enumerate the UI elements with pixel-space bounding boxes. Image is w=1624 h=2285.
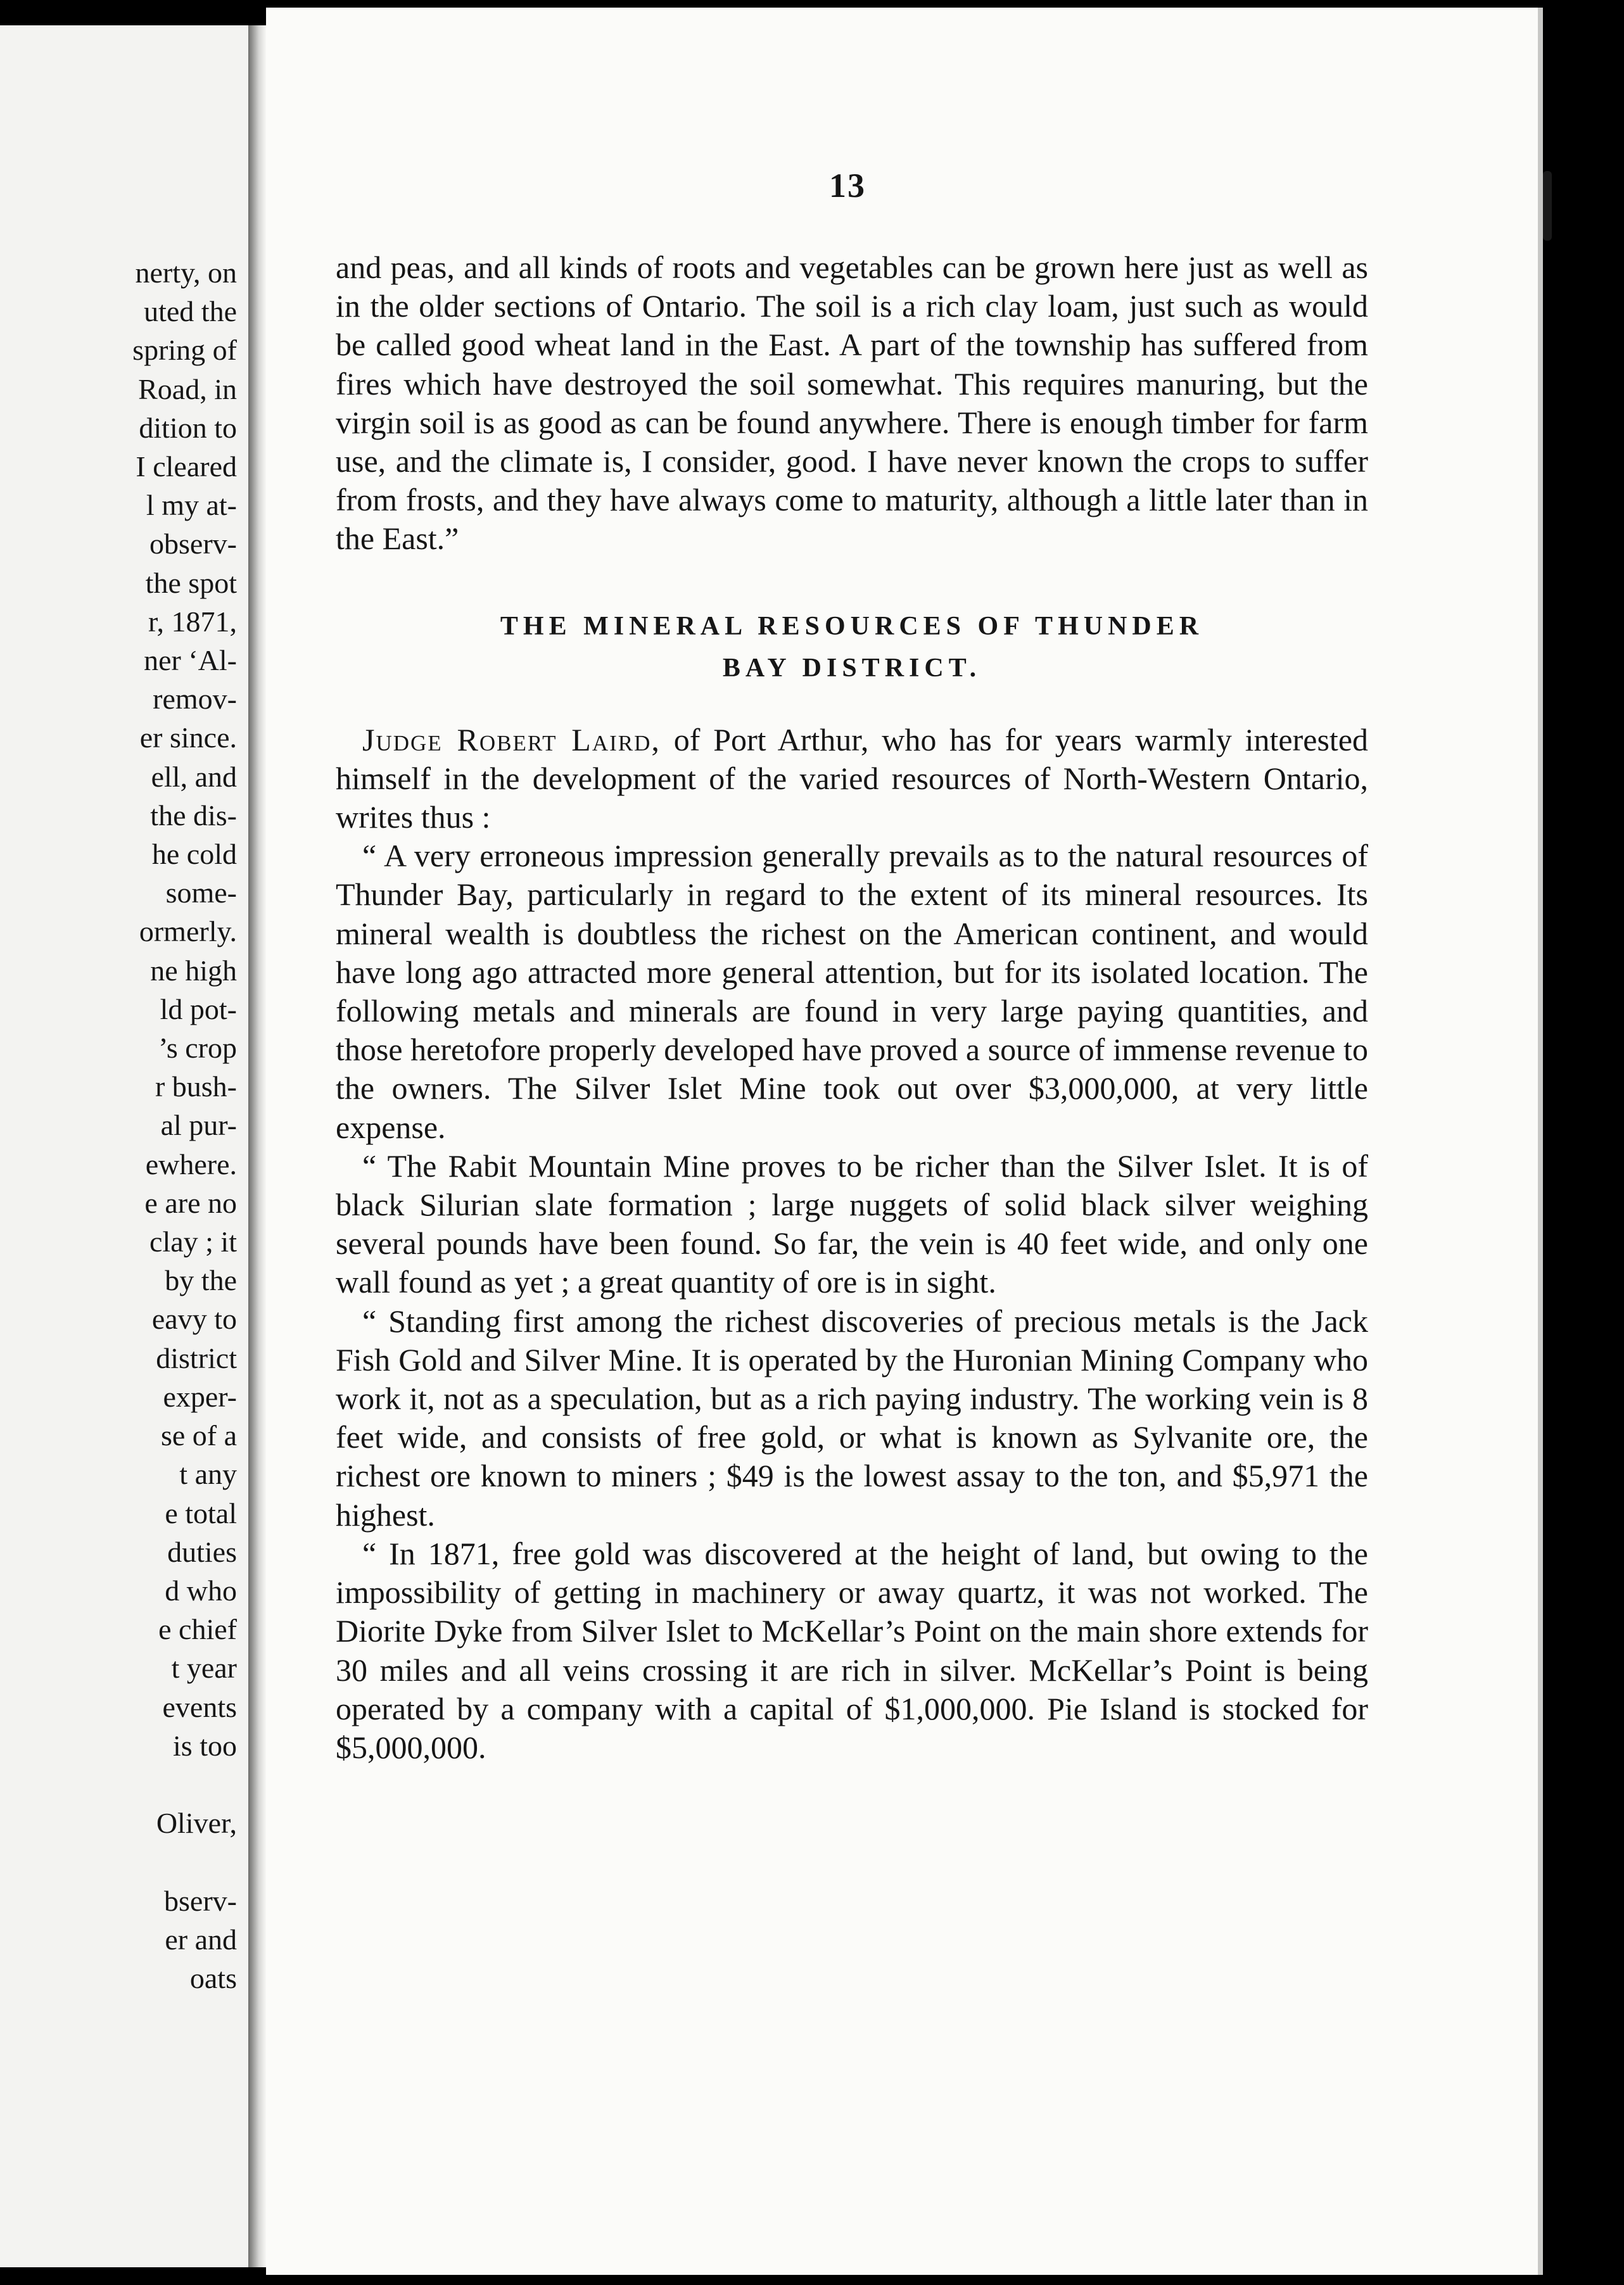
left-page-line	[0, 1842, 237, 1881]
author-name: Judge Robert Laird,	[362, 721, 661, 757]
left-page-line: e chief	[158, 1613, 237, 1646]
left-page-line: remov-	[153, 683, 237, 716]
quoted-paragraph: “ The Rabit Mountain Mine proves to be richer than the Silver Islet. It is of black Silurian slate formation ; large nuggets of solid black silver weighing several pounds have been found. So far, the vein is 40 feet wide, and only one wall found as yet ; a great quantity of ore is in sight.	[336, 1148, 1368, 1300]
left-page-line: the dis-	[150, 799, 237, 832]
left-page-line: ’s crop	[158, 1032, 237, 1065]
left-page-line: uted the	[144, 295, 237, 328]
left-page-line: by the	[165, 1264, 237, 1297]
left-page-line: t any	[179, 1458, 237, 1491]
left-page-line: ell, and	[151, 760, 237, 793]
left-page-line: l my at-	[146, 489, 237, 522]
book-gutter	[248, 25, 266, 2267]
section-heading-line-2: BAY DISTRICT.	[722, 653, 982, 683]
left-page-line: se of a	[160, 1419, 237, 1452]
section-heading	[336, 605, 1368, 689]
left-page-line: district	[156, 1341, 237, 1374]
left-page-line: bserv-	[164, 1884, 237, 1917]
left-page-line: exper-	[163, 1380, 237, 1413]
left-page-line: ne high	[150, 954, 237, 987]
left-page-line: ewhere.	[145, 1148, 237, 1180]
left-page-text-fragment	[0, 253, 237, 1997]
left-page-line: dition to	[139, 411, 237, 444]
left-page-line: he cold	[151, 838, 237, 871]
left-page-line: I cleared	[136, 450, 237, 483]
left-page-line	[0, 1765, 237, 1804]
left-page-line: r, 1871,	[148, 605, 237, 638]
left-page-line: ner ‘Al-	[144, 644, 237, 677]
left-page-line: the spot	[145, 566, 237, 599]
quoted-paragraph: “ Standing first among the richest discoveries of precious metals is the Jack Fish Gold and Silver Mine. It is operated by the Huronian Mining Company who work it, not as a speculation, but as a rich paying industry. The working vein is 8 feet wide, and consists of free gold, or what is known as Sylvanite ore, the richest ore known to miners ; $49 is the lowest assay to the ton, and $5,971 the highest.	[336, 1303, 1368, 1533]
page-edge	[1538, 8, 1543, 2275]
left-page-line: clay ; it	[149, 1225, 237, 1258]
left-page-line: er since.	[139, 721, 237, 754]
opening-paragraph: and peas, and all kinds of roots and vegetables can be grown here just as well as in the older sections of Ontario. The soil is a rich clay loam, just such as would be called good wheat land in the East. A part of the township has suffered from fires which have destroyed the soil somewhat. This requires manuring, but the virgin soil is as good as can be found anywhere. There is enough timber for farm use, and the climate is, I consider, good. I have never known the crops to suffer from frosts, and they have always come to maturity, although a little later than in the East.”	[336, 250, 1368, 557]
left-page-line: al pur-	[160, 1109, 237, 1142]
quoted-paragraph: “ A very erroneous impression generally prevails as to the natural resources of Thunder Bay, particularly in regard to the extent of its mineral resources. Its mineral wealth is doubtless the richest on the American continent, and would have long ago attracted more general attention, but for its isolated location. The following metals and minerals are found in very large paying quantities, and those heretofore properly developed have proved a source of immense revenue to the owners. The Silver Islet Mine took out over $3,000,000, at very little expense.	[336, 838, 1368, 1145]
page-number: 13	[829, 167, 866, 205]
left-page-line: t year	[171, 1652, 237, 1685]
left-page-line: Oliver,	[156, 1807, 237, 1840]
left-page-line: eavy to	[151, 1303, 237, 1336]
page-content	[336, 248, 1368, 1767]
quoted-paragraph: “ In 1871, free gold was discovered at the height of land, but owing to the impossibility of getting in machinery or away quartz, it was not worked. The Diorite Dyke from Silver Islet to McKellar’s Point on the main shore extends for 30 miles and all veins crossing it are rich in silver. McKellar’s Point is being operated by a company with a capital of $1,000,000. Pie Island is stocked for $5,000,000.	[336, 1535, 1368, 1765]
left-page-line: spring of	[132, 334, 237, 367]
left-page-line: er and	[165, 1923, 237, 1956]
left-page-line: is too	[173, 1729, 237, 1762]
left-page-line: e total	[165, 1497, 237, 1529]
left-page-line: observ-	[149, 528, 237, 560]
left-page-line: events	[162, 1690, 237, 1723]
section-heading-line-1: THE MINERAL RESOURCES OF THUNDER	[500, 611, 1204, 641]
intro-text: of Port Arthur, who has for years warmly interested himself in the development of the varied resources of North-Western Ontario, writes thus :	[336, 721, 1369, 835]
left-page-line: r bush-	[155, 1070, 237, 1103]
left-page-line: duties	[167, 1535, 237, 1568]
left-page-line: e are no	[144, 1186, 237, 1219]
left-facing-page	[0, 25, 248, 2267]
left-page-line: nerty, on	[135, 256, 237, 289]
left-page-line: ormerly.	[139, 915, 237, 948]
left-page-line: ld pot-	[160, 992, 237, 1025]
left-page-line: d who	[165, 1574, 237, 1607]
intro-paragraph	[336, 721, 1368, 837]
left-page-line: some-	[165, 877, 237, 909]
left-page-line: oats	[189, 1961, 237, 1994]
left-page-line: Road, in	[138, 372, 237, 405]
